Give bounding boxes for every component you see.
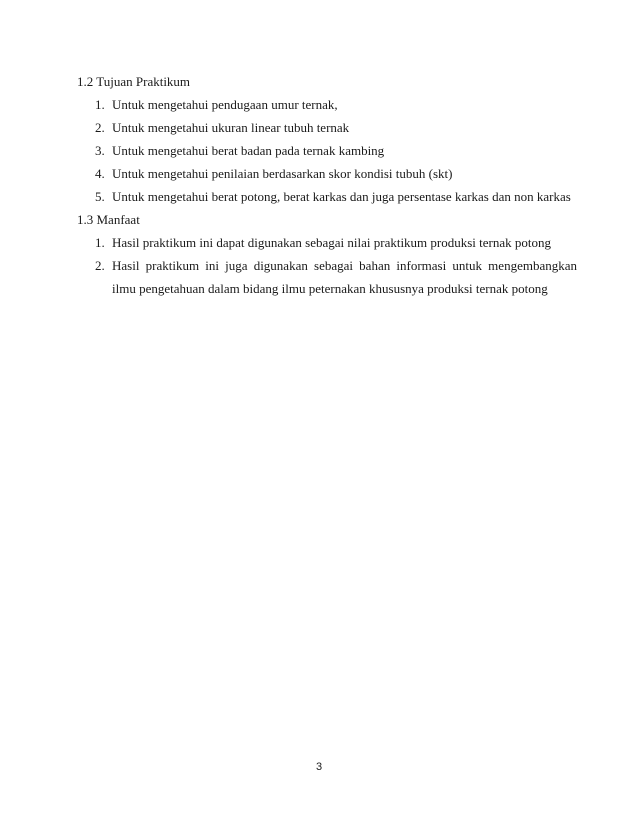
list-item-text: Untuk mengetahui ukuran linear tubuh ternak bbox=[112, 120, 350, 135]
list-item-text: Untuk mengetahui berat badan pada ternak kambing bbox=[112, 143, 385, 158]
list-item-number: 2. bbox=[95, 258, 105, 273]
list-item-text: Untuk mengetahui berat potong, berat karkas dan juga persentase karkas dan non karkas bbox=[112, 189, 571, 204]
list-item-number: 5. bbox=[95, 189, 105, 204]
list-item bbox=[77, 254, 577, 300]
list-item bbox=[77, 139, 577, 162]
list-item-number: 1. bbox=[95, 97, 105, 112]
section-heading: 1.3 Manfaat bbox=[77, 212, 140, 227]
list-item-number: 1. bbox=[95, 235, 105, 250]
section-manfaat bbox=[77, 208, 577, 300]
list-item-text: Hasil praktikum ini dapat digunakan sebagai nilai praktikum produksi ternak potong bbox=[112, 235, 552, 250]
list-item-text: Untuk mengetahui pendugaan umur ternak, bbox=[112, 97, 338, 112]
list-item-text: Untuk mengetahui penilaian berdasarkan skor kondisi tubuh (skt) bbox=[112, 166, 453, 181]
section-tujuan-praktikum bbox=[77, 70, 577, 208]
list-item bbox=[77, 93, 577, 116]
list-item bbox=[77, 162, 577, 185]
page-number: 3 bbox=[315, 761, 323, 773]
list-item bbox=[77, 231, 577, 254]
objectives-list bbox=[77, 93, 577, 208]
list-item bbox=[77, 116, 577, 139]
benefits-list bbox=[77, 231, 577, 300]
list-item-number: 3. bbox=[95, 143, 105, 158]
section-heading: 1.2 Tujuan Praktikum bbox=[77, 74, 191, 89]
page-content bbox=[77, 70, 577, 300]
list-item-text: Hasil praktikum ini juga digunakan sebagai bahan informasi untuk mengembangkan ilmu pengetahuan dalam bidang ilmu peternakan khususnya produksi ternak potong bbox=[112, 258, 577, 296]
list-item bbox=[77, 185, 577, 208]
list-item-number: 2. bbox=[95, 120, 105, 135]
list-item-number: 4. bbox=[95, 166, 105, 181]
